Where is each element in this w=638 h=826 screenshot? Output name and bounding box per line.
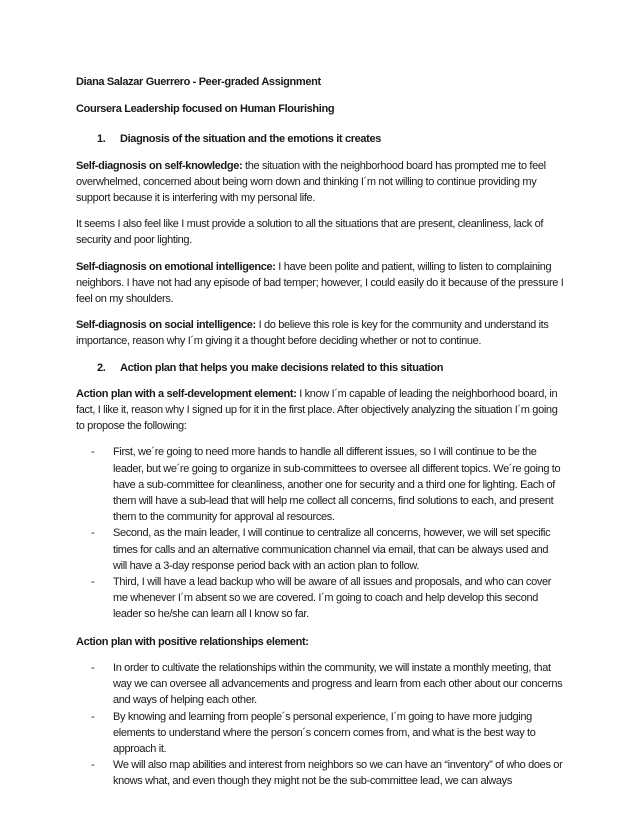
author-line: Diana Salazar Guerrero - Peer-graded Assignment [76,76,321,88]
list-item [91,709,564,758]
list-item [91,660,564,709]
bullet-dash: - [91,710,95,723]
extra-paragraph: It seems I also feel like I must provide a solution to all the situations that are present, cleanliness, lack of security and poor lighting. [76,218,544,247]
bullet-dash: - [91,759,95,772]
document-body [76,74,564,790]
social-intelligence-label: Self-diagnosis on social intelligence: [76,319,256,332]
section-2-title: Action plan that helps you make decisions related to this situation [120,361,444,374]
self-knowledge-paragraph [76,158,564,207]
list-item-text: Third, I will have a lead backup who will be aware of all issues and proposals, and who can cover me whenever I´m absent so we are covered. I´m going to coach and help develop this second leader so he/she can learn all I know so far. [113,576,552,621]
self-knowledge-text: the situation with the neighborhood board has prompted me to feel overwhelmed, concerned about being worn down and thinking I´m not willing to continue providing my support because it is interfering with my personal life. [76,159,546,205]
list-item-text: In order to cultivate the relationships within the community, we will instate a monthly meeting, that way we can oversee all advancements and progress and learn from each other about our concerns and ways of helping each other. [113,661,563,707]
section-1-number: 1. [97,133,106,146]
list-item-text: First, we´re going to need more hands to handle all different issues, so I will continue to be the leader, but we´re going to organize in sub-committees to oversee all different topics. We´re going to have a sub-committee for cleanliness, another one for security and a third one for lighting. Each of them will have a sub-lead that will help me collect all concerns, find solutions to each, and present them to the community for approval al resources. [113,446,561,524]
section-1-title: Diagnosis of the situation and the emotions it creates [120,133,382,146]
emotional-intelligence-text: I have been polite and patient, willing to listen to complaining neighbors. I have not had any episode of bad temper; however, I could easily do it because of the pressure I feel on my shoulders. [76,260,564,306]
section-2-number: 2. [97,361,106,374]
positive-relationships-list [76,660,564,790]
section-2-heading [97,360,564,376]
bullet-dash: - [91,527,95,540]
self-development-label: Action plan with a self-development element: [76,387,297,400]
emotional-intelligence-paragraph [76,259,564,308]
course-line: Coursera Leadership focused on Human Flourishing [76,103,335,116]
self-knowledge-label: Self-diagnosis on self-knowledge: [76,159,243,172]
list-item-text: By knowing and learning from people´s personal experience, I´m going to have more judging elements to understand where the person´s concern comes from, and what is the best way to approach it. [113,710,536,755]
social-intelligence-text: I do believe this role is key for the community and understand its importance, reason why I´m giving it a thought before deciding whether or not to continue. [76,319,549,348]
list-item-text: We will also map abilities and interest from neighbors so we can have an “inventory” of who does or knows what, and even though they might not be the sub-committee lead, we can always [113,759,563,788]
list-item [91,757,564,789]
self-development-text: I know I´m capable of leading the neighborhood board, in fact, I like it, reason why I signed up for it in the first place. After objectively analyzing the situation I´m going to propose the following: [76,387,558,433]
section-1-heading [97,131,564,147]
positive-relationships-label: Action plan with positive relationships element: [76,635,309,648]
bullet-dash: - [91,446,95,459]
list-item [91,444,564,525]
list-item [91,525,564,574]
bullet-dash: - [91,661,95,674]
list-item-text: Second, as the main leader, I will continue to centralize all concerns, however, we will set specific times for calls and an alternative communication channel via email, that can be always used and will have a 3-day response period back with an action plan to follow. [113,527,551,572]
emotional-intelligence-label: Self-diagnosis on emotional intelligence: [76,260,276,273]
social-intelligence-paragraph [76,317,564,349]
bullet-dash: - [91,576,95,589]
self-development-list [76,444,564,622]
list-item [91,574,564,623]
self-development-paragraph [76,386,564,435]
